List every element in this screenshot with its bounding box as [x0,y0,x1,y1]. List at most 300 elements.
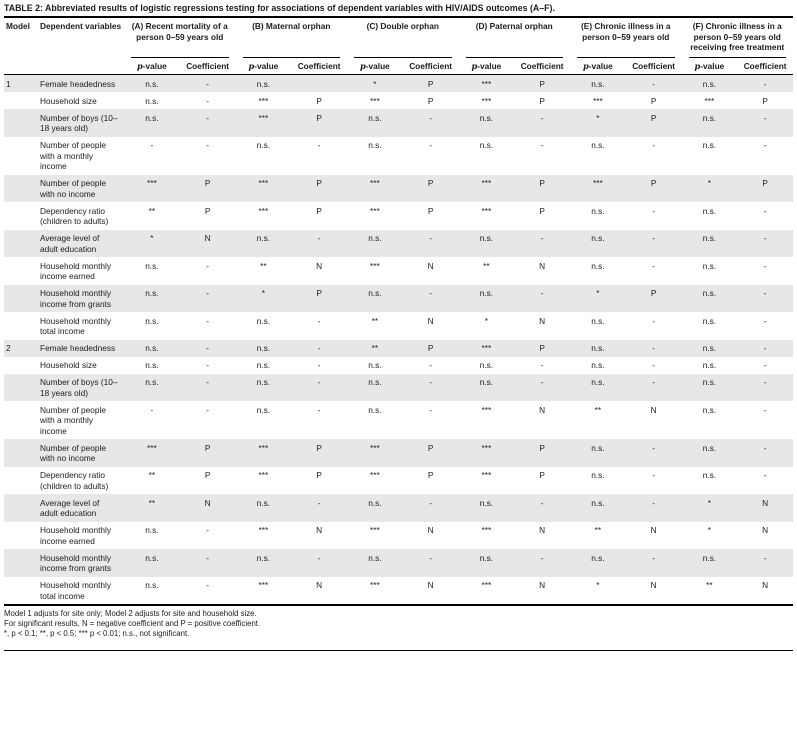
pvalue-cell: n.s. [702,404,717,415]
coefficient-cell: - [652,140,655,150]
coefficient-cell: - [206,260,209,271]
pvalue-cell: ** [260,260,267,271]
coefficient-cell: P [427,78,434,89]
dependent-variable-label: Number of boys (10–18 years old) [40,377,118,398]
coefficient-cell: N [762,497,769,508]
coefficient-cell: - [763,552,767,563]
dependent-variable-label: Dependency ratio (children to adults) [40,205,109,226]
pvalue-cell: n.s. [145,580,159,590]
coefficient-cell: - [540,140,544,150]
coefficient-cell: - [206,343,209,353]
coefficient-cell: P [316,442,322,453]
dependent-variable-label: Number of people with a monthly income [40,140,106,171]
pvalue-cell: ** [371,343,379,353]
pvalue-cell: n.s. [256,404,271,415]
coefficient-column-header: Coefficient [291,58,347,75]
coefficient-cell: - [652,205,655,216]
coefficient-cell: P [762,178,768,188]
table-row [4,374,793,402]
pvalue-cell: *** [593,178,603,188]
pvalue-cell: *** [481,205,492,216]
pvalue-cell: n.s. [702,470,717,480]
table-row [4,75,793,93]
footnotes [4,606,793,651]
coefficient-cell: P [427,470,434,480]
coefficient-cell: - [652,377,655,387]
pvalue-cell: * [261,288,265,298]
pvalue-column-header: p-value [459,58,515,75]
coefficient-cell: N [204,233,211,243]
pvalue-cell: n.s. [591,470,605,480]
pvalue-cell: *** [370,525,380,535]
pvalue-cell: ** [483,260,490,271]
table-row [4,357,793,374]
pvalue-cell: n.s. [368,552,382,563]
pvalue-cell: n.s. [479,497,494,508]
pvalue-cell: n.s. [702,442,717,453]
pvalue-cell: *** [258,470,269,480]
coefficient-cell: N [539,404,546,415]
pvalue-cell: n.s. [591,315,605,326]
coefficient-cell: P [650,112,657,123]
pvalue-cell: n.s. [702,78,717,89]
table-row [4,202,793,230]
pvalue-cell: n.s. [591,442,605,453]
pvalue-cell: * [707,525,711,535]
table-row [4,401,793,439]
pvalue-cell: * [596,288,600,298]
coefficient-cell: N [650,404,657,415]
pvalue-cell: n.s. [368,360,382,370]
coefficient-cell: P [539,343,545,353]
dependent-variable-label: Average level of adult education [40,497,100,518]
coefficient-cell: - [652,78,655,89]
coefficient-cell: - [763,288,767,298]
pvalue-cell: n.s. [368,233,382,243]
coefficient-cell: - [429,112,432,123]
coefficient-cell: P [204,205,211,216]
pvalue-cell: *** [258,442,269,453]
pvalue-cell: n.s. [368,140,382,150]
pvalue-cell: n.s. [479,552,494,563]
pvalue-cell: *** [370,442,380,453]
coefficient-cell: P [316,178,322,188]
dependent-variable-label: Household monthly income from grants [40,552,112,573]
pvalue-cell: n.s. [368,497,382,508]
pvalue-cell: n.s. [145,288,159,298]
model-number [4,175,38,203]
coefficient-cell: - [429,377,432,387]
coefficient-cell: - [763,205,767,216]
pvalue-cell: n.s. [702,315,717,326]
pvalue-cell: ** [371,315,379,326]
coefficient-cell: - [206,377,209,387]
coefficient-cell: - [206,78,209,89]
coefficient-cell [291,75,347,93]
pvalue-cell: *** [258,525,269,535]
dependent-variables-column-header: Dependent variables [38,18,124,75]
coefficient-cell: - [206,315,209,326]
pvalue-cell: n.s. [591,140,605,150]
coefficient-cell: P [204,178,211,188]
table-row [4,467,793,495]
pvalue-cell: n.s. [145,95,159,106]
pvalue-cell: n.s. [591,377,605,387]
coefficient-cell: N [539,260,546,271]
dependent-variable-label: Dependency ratio (children to adults) [40,470,109,491]
table-row [4,439,793,467]
pvalue-cell: * [484,315,488,326]
coefficient-cell: - [763,360,767,370]
coefficient-cell: - [540,552,544,563]
coefficient-cell: - [652,360,655,370]
coefficient-cell: - [652,260,655,271]
coefficient-cell: - [540,288,544,298]
dependent-variable-label: Household size [40,360,97,370]
coefficient-cell: P [650,288,657,298]
coefficient-cell: - [763,470,767,480]
model-number [4,401,38,439]
coefficient-cell: P [427,205,434,216]
pvalue-cell: n.s. [145,112,159,123]
outcome-e-header: (E) Chronic illness in a person 0–59 years old [570,18,682,58]
coefficient-cell: N [316,580,323,590]
pvalue-cell: *** [481,525,492,535]
coefficient-cell: P [204,442,211,453]
model-number [4,257,38,285]
coefficient-cell: - [652,552,655,563]
pvalue-cell: n.s. [702,140,717,150]
pvalue-cell: *** [258,178,269,188]
model-number [4,467,38,495]
coefficient-cell: - [540,497,544,508]
pvalue-cell: * [707,497,711,508]
coefficient-cell: P [427,442,434,453]
table-row [4,257,793,285]
coefficient-cell: - [763,140,767,150]
dependent-variable-label: Female headedness [40,78,116,89]
pvalue-cell: *** [370,178,380,188]
model-number [4,285,38,313]
coefficient-cell: P [316,112,322,123]
table-row [4,230,793,258]
model-column-header: Model [4,18,38,75]
pvalue-cell: n.s. [591,552,605,563]
coefficient-cell: - [652,470,655,480]
coefficient-cell: - [429,497,432,508]
coefficient-cell: - [429,404,432,415]
pvalue-column-header: p-value [124,58,180,75]
coefficient-cell: - [206,288,209,298]
pvalue-cell: n.s. [368,288,382,298]
coefficient-cell: - [429,288,432,298]
pvalue-cell: *** [147,442,157,453]
pvalue-cell: ** [148,205,156,216]
pvalue-column-header: p-value [682,58,738,75]
coefficient-cell: N [762,525,769,535]
pvalue-cell: n.s. [145,260,159,271]
table-title: TABLE 2: Abbreviated results of logistic regressions testing for associations of dependent variables with HIV/AIDS outcomes (A–F). [4,2,793,18]
results-table [4,18,793,606]
coefficient-cell: - [206,404,209,415]
pvalue-cell: n.s. [702,260,717,271]
model-number: 1 [6,78,11,89]
coefficient-cell: - [540,112,544,123]
pvalue-cell: *** [370,95,380,106]
coefficient-cell: N [427,580,434,590]
table-row [4,577,793,606]
pvalue-cell: *** [370,470,380,480]
coefficient-cell: - [540,360,544,370]
dependent-variable-label: Number of boys (10–18 years old) [40,112,118,133]
pvalue-cell: *** [481,470,492,480]
model-number [4,549,38,577]
coefficient-cell: P [427,343,434,353]
pvalue-cell: * [373,78,377,89]
pvalue-cell: *** [370,260,380,271]
dependent-variable-label: Household size [40,95,97,106]
pvalue-cell: n.s. [479,288,494,298]
pvalue-cell: n.s. [145,315,159,326]
coefficient-cell: P [539,205,545,216]
pvalue-cell: n.s. [702,360,717,370]
coefficient-cell: - [317,233,321,243]
dependent-variable-label: Household monthly income from grants [40,288,112,309]
pvalue-cell: n.s. [256,377,271,387]
coefficient-cell: - [206,95,209,106]
coefficient-cell: - [206,525,209,535]
dependent-variable-label: Household monthly income earned [40,260,112,281]
coefficient-cell: - [317,140,321,150]
dependent-variable-label: Household monthly total income [40,580,112,601]
coefficient-cell: - [317,404,321,415]
coefficient-cell: - [540,377,544,387]
coefficient-cell: - [317,315,321,326]
pvalue-column-header: p-value [570,58,626,75]
model-number [4,374,38,402]
coefficient-cell: N [539,315,546,326]
coefficient-cell: P [539,95,545,106]
model-number [4,137,38,175]
coefficient-cell: N [204,497,211,508]
model-number [4,92,38,109]
coefficient-cell: - [763,112,767,123]
coefficient-column-header: Coefficient [180,58,236,75]
coefficient-cell: - [206,552,209,563]
table-row [4,340,793,357]
pvalue-cell: n.s. [256,360,271,370]
pvalue-cell: n.s. [702,343,717,353]
pvalue-cell: n.s. [256,140,271,150]
pvalue-cell: * [596,580,600,590]
coefficient-cell: P [762,95,768,106]
coefficient-cell: - [652,442,655,453]
pvalue-cell: *** [593,95,603,106]
coefficient-cell: - [317,497,321,508]
coefficient-cell: P [427,95,434,106]
coefficient-cell: P [539,178,545,188]
model-number [4,577,38,606]
table-row [4,92,793,109]
pvalue-cell: n.s. [591,233,605,243]
table-row [4,137,793,175]
coefficient-cell: - [763,260,767,271]
table-row [4,494,793,522]
pvalue-cell: *** [147,178,157,188]
table-row [4,109,793,137]
pvalue-cell: *** [481,78,492,89]
coefficient-cell: N [539,580,546,590]
pvalue-cell: *** [481,404,492,415]
pvalue-cell: *** [704,95,715,106]
pvalue-column-header: p-value [236,58,292,75]
coefficient-cell: P [316,205,322,216]
model-number [4,312,38,340]
outcome-c-header: (C) Double orphan [347,18,459,58]
pvalue-cell: n.s. [702,112,717,123]
model-number [4,357,38,374]
pvalue-cell: n.s. [256,497,271,508]
pvalue-cell: *** [481,343,492,353]
coefficient-cell: - [652,315,655,326]
coefficient-cell: - [317,377,321,387]
pvalue-cell: *** [258,95,269,106]
coefficient-cell: N [427,260,434,271]
pvalue-cell: n.s. [145,552,159,563]
table-row [4,549,793,577]
pvalue-cell: - [150,404,154,415]
coefficient-cell: P [539,470,545,480]
table-row [4,312,793,340]
pvalue-cell: n.s. [256,343,271,353]
coefficient-cell: P [650,178,657,188]
coefficient-cell: - [206,360,209,370]
pvalue-cell: - [150,140,154,150]
footnote-coefficients: For significant results, N = negative coefficient and P = positive coefficient. [4,618,261,628]
pvalue-cell: n.s. [368,112,382,123]
coefficient-cell: N [650,525,657,535]
coefficient-cell: - [763,78,767,89]
pvalue-cell: n.s. [702,233,717,243]
footnote-significance: *, p < 0.1; **, p < 0.5; *** p < 0.01; n.s., not significant. [4,628,190,638]
pvalue-cell: n.s. [145,377,159,387]
coefficient-cell: - [206,140,209,150]
coefficient-cell: - [763,442,767,453]
coefficient-cell: P [316,95,322,106]
coefficient-cell: P [316,288,322,298]
coefficient-cell: N [316,525,323,535]
pvalue-cell: * [596,112,600,123]
outcome-d-header: (D) Paternal orphan [459,18,571,58]
coefficient-cell: - [206,580,209,590]
pvalue-cell: n.s. [591,260,605,271]
pvalue-cell: n.s. [702,205,717,216]
model-number [4,230,38,258]
dependent-variable-label: Number of people with no income [40,178,106,199]
dependent-variable-label: Number of people with no income [40,442,106,463]
coefficient-cell: P [650,95,657,106]
coefficient-cell: - [206,112,209,123]
outcome-f-header: (F) Chronic illness in a person 0–59 years old receiving free treatment [682,18,794,58]
coefficient-cell: - [763,315,767,326]
pvalue-cell: *** [370,205,380,216]
pvalue-cell: n.s. [368,404,382,415]
table-row [4,285,793,313]
coefficient-cell: - [429,233,432,243]
dependent-variable-label: Household monthly income earned [40,525,112,546]
coefficient-cell: N [427,315,434,326]
pvalue-column-header: p-value [347,58,403,75]
pvalue-cell: n.s. [145,78,159,89]
pvalue-cell: n.s. [702,552,717,563]
coefficient-cell: N [650,580,657,590]
coefficient-column-header: Coefficient [403,58,459,75]
pvalue-cell: n.s. [702,377,717,387]
footnote-models: Model 1 adjusts for site only; Model 2 adjusts for site and household size. [4,609,257,618]
coefficient-cell: - [429,360,432,370]
dependent-variable-label: Household monthly total income [40,315,112,336]
model-number: 2 [6,343,11,353]
dependent-variable-label: Average level of adult education [40,233,100,254]
pvalue-cell: n.s. [479,233,494,243]
pvalue-cell: n.s. [702,288,717,298]
pvalue-cell: *** [481,580,492,590]
pvalue-cell: *** [258,580,269,590]
pvalue-cell: *** [370,580,380,590]
outcome-b-header: (B) Maternal orphan [236,18,348,58]
pvalue-cell: n.s. [368,377,382,387]
table-row [4,175,793,203]
outcome-a-header: (A) Recent mortality of a person 0–59 years old [124,18,236,58]
coefficient-cell: - [317,360,321,370]
coefficient-cell: P [539,78,545,89]
table-row [4,522,793,550]
coefficient-cell: - [652,233,655,243]
group-header-row [4,18,793,58]
pvalue-cell: n.s. [256,78,271,89]
coefficient-cell: P [427,178,434,188]
pvalue-cell: ** [594,404,602,415]
coefficient-cell: - [540,233,544,243]
coefficient-cell: P [316,470,322,480]
coefficient-cell: - [652,497,655,508]
pvalue-cell: ** [148,497,156,508]
coefficient-cell: - [763,233,767,243]
pvalue-cell: n.s. [479,360,494,370]
coefficient-cell: - [317,552,321,563]
pvalue-cell: *** [481,442,492,453]
pvalue-cell: n.s. [256,552,271,563]
pvalue-cell: n.s. [479,112,494,123]
pvalue-cell: *** [258,205,269,216]
coefficient-cell: - [317,343,321,353]
coefficient-cell: N [316,260,323,271]
coefficient-column-header: Coefficient [626,58,682,75]
pvalue-cell: *** [258,112,269,123]
pvalue-cell: n.s. [591,497,605,508]
pvalue-cell: n.s. [145,360,159,370]
coefficient-cell: - [763,377,767,387]
model-number [4,202,38,230]
pvalue-cell: * [150,233,154,243]
dependent-variable-label: Number of people with a monthly income [40,404,106,436]
pvalue-cell: ** [148,470,156,480]
pvalue-cell: n.s. [591,205,605,216]
coefficient-cell: - [429,140,432,150]
coefficient-cell: - [429,552,432,563]
pvalue-cell: n.s. [479,140,494,150]
coefficient-cell: - [763,343,767,353]
